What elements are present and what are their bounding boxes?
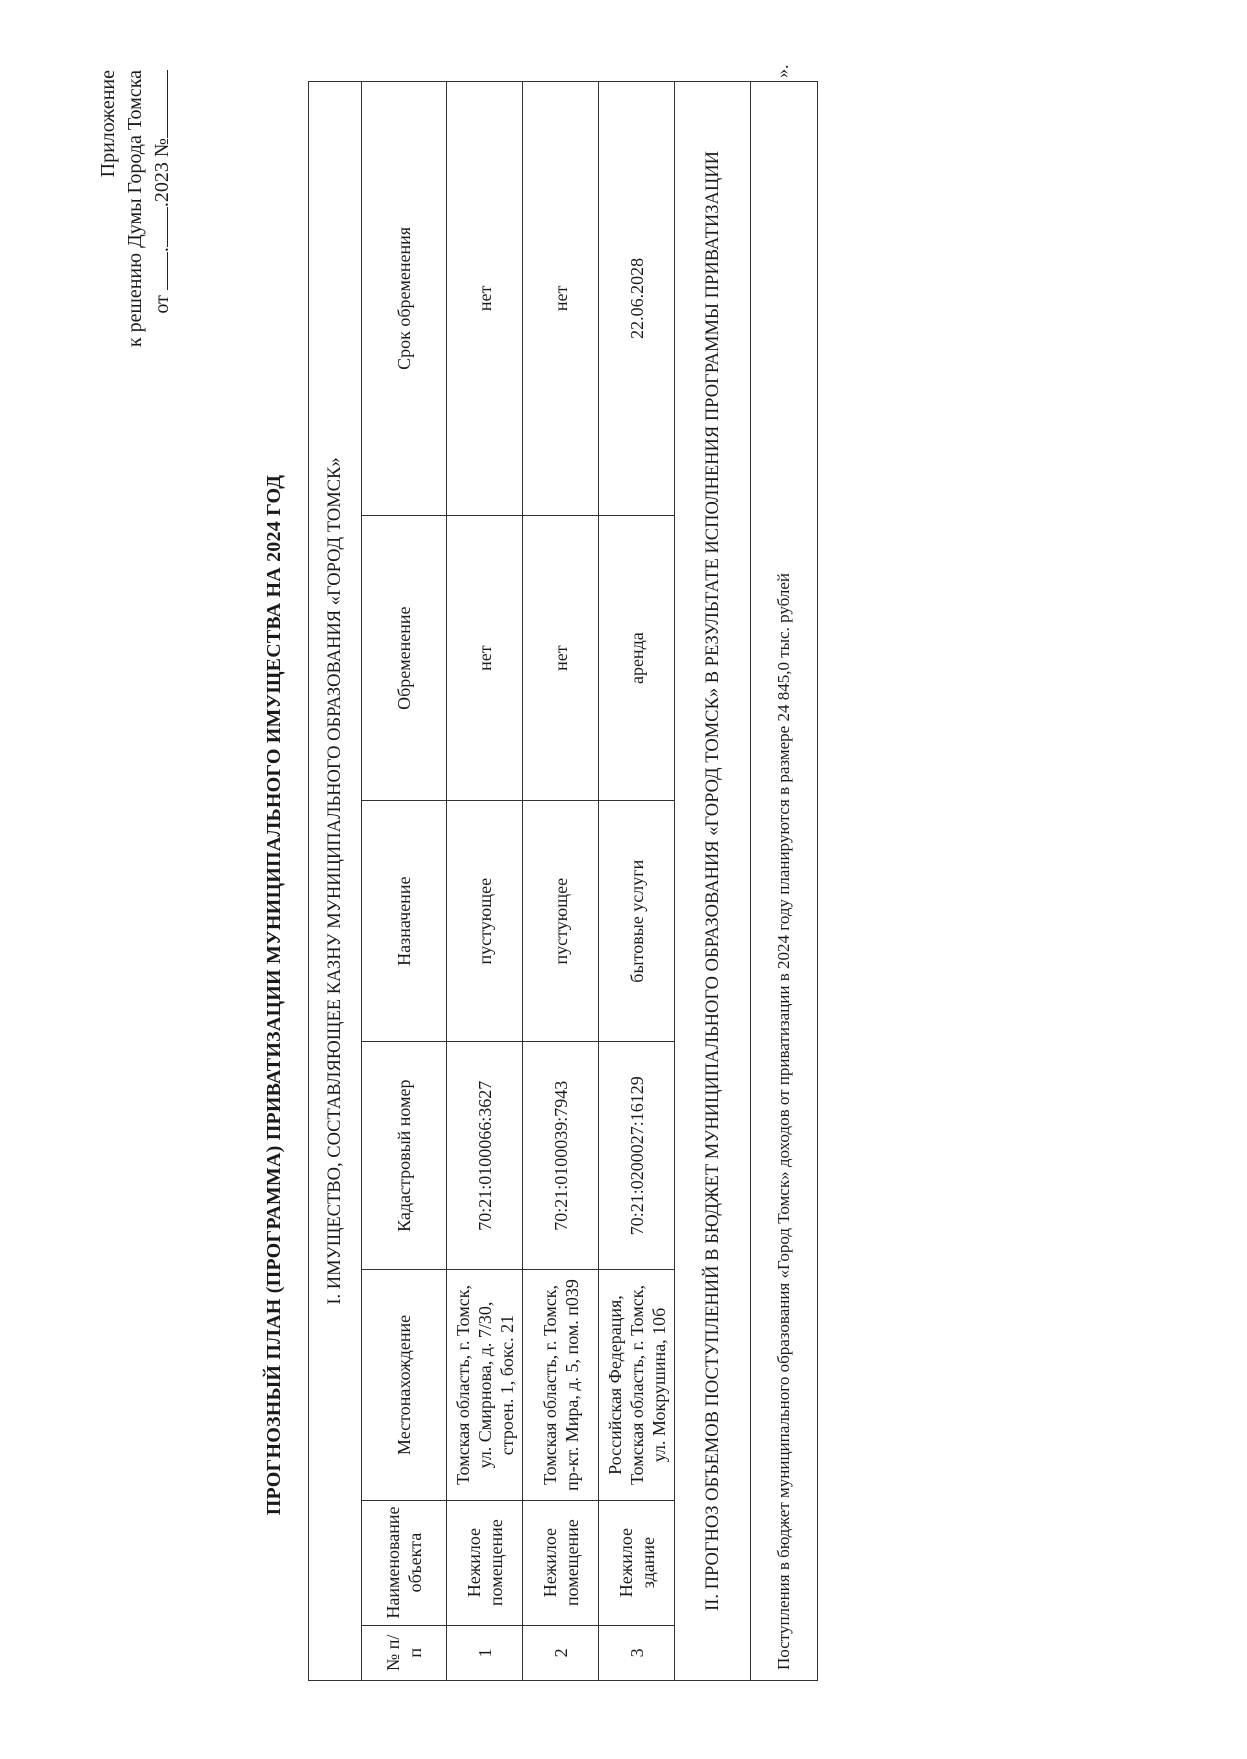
- row-number: 2: [523, 1625, 599, 1680]
- encumbrance-term: нет: [523, 82, 599, 516]
- appendix-date-dot: .: [151, 247, 173, 253]
- encumbrance-term: нет: [447, 82, 523, 516]
- column-header: Срок обременения: [362, 82, 447, 516]
- appendix-line2: к решению Думы Города Томска: [124, 70, 146, 348]
- section1-heading: I. ИМУЩЕСТВО, СОСТАВЛЯЮЩЕЕ КАЗНУ МУНИЦИПАЛЬНОГО ОБРАЗОВАНИЯ «ГОРОД ТОМСК»: [309, 82, 362, 1681]
- row-number: 3: [599, 1625, 675, 1680]
- day-blank: [167, 252, 168, 290]
- object-name: Нежилое здание: [599, 1500, 675, 1625]
- row-number: 1: [447, 1625, 523, 1680]
- appendix-date-prefix: от: [151, 295, 173, 314]
- encumbrance: аренда: [599, 515, 675, 801]
- column-header: Назначение: [362, 801, 447, 1041]
- object-location: Томская область, г. Томск, пр-кт. Мира, д. 5, пом. п039: [523, 1270, 599, 1500]
- closing-quote: ».: [772, 64, 792, 78]
- table-row: [447, 82, 523, 1681]
- rotated-document: [0, 65, 1247, 1725]
- document-title: ПРОГНОЗНЫЙ ПЛАН (ПРОГРАММА) ПРИВАТИЗАЦИИ МУНИЦИПАЛЬНОГО ИМУЩЕСТВА НА 2024 ГОД: [263, 474, 285, 1516]
- appendix-line1: Приложение: [97, 70, 119, 178]
- cadastral-number: 70:21:0100066:3627: [447, 1041, 523, 1270]
- table-row: [599, 82, 675, 1681]
- appendix-date-year: .2023 №: [151, 138, 173, 208]
- number-blank: [167, 70, 168, 138]
- column-header: Обременение: [362, 515, 447, 801]
- object-location: Российская Федерация, Томская область, г. Томск, ул. Мокрушина, 10б: [599, 1270, 675, 1500]
- column-header: Кадастровый номер: [362, 1041, 447, 1270]
- encumbrance: нет: [523, 515, 599, 801]
- privatization-table: [308, 81, 818, 1681]
- encumbrance: нет: [447, 515, 523, 801]
- table-header-row: [362, 82, 447, 1681]
- cadastral-number: 70:21:0100039:7943: [523, 1041, 599, 1270]
- object-name: Нежилое помещение: [447, 1500, 523, 1625]
- table-row: [523, 82, 599, 1681]
- column-header: Наименование объекта: [362, 1500, 447, 1625]
- appendix-header: [95, 70, 176, 370]
- object-purpose: пустующее: [523, 801, 599, 1041]
- encumbrance-term: 22.06.2028: [599, 82, 675, 516]
- object-purpose: бытовые услуги: [599, 801, 675, 1041]
- column-header: № п/п: [362, 1625, 447, 1680]
- object-name: Нежилое помещение: [523, 1500, 599, 1625]
- object-purpose: пустующее: [447, 801, 523, 1041]
- section2-heading: II. ПРОГНОЗ ОБЪЕМОВ ПОСТУПЛЕНИЙ В БЮДЖЕТ МУНИЦИПАЛЬНОГО ОБРАЗОВАНИЯ «ГОРОД ТОМСК» В РЕЗУЛЬТАТЕ ИСПОЛНЕНИЯ ПРОГРАММЫ ПРИВАТИЗАЦИИ: [675, 82, 751, 1681]
- appendix-line3: [149, 70, 176, 370]
- cadastral-number: 70:21:0200027:16129: [599, 1041, 675, 1270]
- month-blank: [167, 207, 168, 247]
- column-header: Местонахождение: [362, 1270, 447, 1500]
- object-location: Томская область, г. Томск, ул. Смирнова, д. 7/30, строен. 1, бокс. 21: [447, 1270, 523, 1500]
- income-forecast-text: Поступления в бюджет муниципального образования «Город Томск» доходов от приватизации в 2024 году планируются в размере 24 845,0 тыс. рублей: [751, 82, 818, 1681]
